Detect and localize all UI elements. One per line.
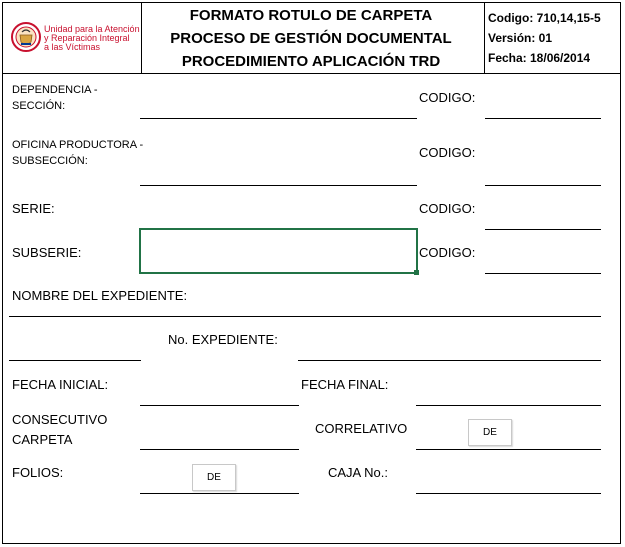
oficina-label-line-1: OFICINA PRODUCTORA - bbox=[12, 139, 144, 151]
codigo-field-1[interactable] bbox=[485, 118, 601, 119]
no-expediente-label: No. EXPEDIENTE: bbox=[168, 332, 278, 347]
dependencia-label-line-2: SECCIÓN: bbox=[12, 100, 66, 112]
folios-label: FOLIOS: bbox=[12, 465, 64, 480]
nombre-expediente-field[interactable] bbox=[9, 316, 601, 317]
folios-de-box[interactable]: DE bbox=[192, 464, 236, 491]
nombre-expediente-label: NOMBRE DEL EXPEDIENTE: bbox=[12, 288, 188, 303]
serie-label: SERIE: bbox=[12, 201, 55, 216]
caja-label: CAJA No.: bbox=[328, 465, 388, 480]
fecha-inicial-field[interactable] bbox=[140, 405, 299, 406]
logo-line-1: Unidad para la Atención bbox=[44, 24, 140, 34]
fecha-final-label: FECHA FINAL: bbox=[301, 377, 389, 392]
header-bottom-border bbox=[2, 73, 621, 74]
codigo-field-4[interactable] bbox=[485, 273, 601, 274]
fill-handle[interactable] bbox=[414, 270, 419, 275]
consecutivo-label bbox=[12, 410, 107, 450]
no-expediente-field[interactable] bbox=[298, 360, 601, 361]
correlativo-label: CORRELATIVO bbox=[315, 421, 408, 436]
consecutivo-field[interactable] bbox=[140, 449, 299, 450]
no-expediente-left-field[interactable] bbox=[9, 360, 141, 361]
codigo-label-2: CODIGO: bbox=[419, 145, 476, 160]
folios-field[interactable] bbox=[140, 493, 299, 494]
codigo-meta: Codigo: 710,14,15-5 bbox=[488, 11, 601, 25]
oficina-label bbox=[12, 137, 143, 169]
consecutivo-label-line-1: CONSECUTIVO bbox=[12, 412, 108, 427]
dependencia-label-line-1: DEPENDENCIA - bbox=[12, 84, 98, 96]
dependencia-label bbox=[12, 82, 98, 114]
oficina-label-line-2: SUBSECCIÓN: bbox=[12, 155, 88, 167]
fecha-final-field[interactable] bbox=[416, 405, 601, 406]
title-line-1: FORMATO ROTULO DE CARPETA bbox=[189, 7, 433, 24]
codigo-label-4: CODIGO: bbox=[419, 245, 476, 260]
header-divider-right bbox=[484, 2, 485, 73]
codigo-field-2[interactable] bbox=[485, 185, 601, 186]
fecha-meta: Fecha: 18/06/2014 bbox=[488, 51, 591, 65]
title-line-3: PROCEDIMIENTO APLICACIÓN TRD bbox=[181, 53, 441, 70]
subserie-label: SUBSERIE: bbox=[12, 245, 82, 260]
logo-text bbox=[44, 25, 140, 52]
serie-selected-cell[interactable] bbox=[139, 228, 418, 274]
consecutivo-label-line-2: CARPETA bbox=[12, 432, 73, 447]
logo-line-2: y Reparación Integral bbox=[44, 33, 130, 43]
codigo-label-3: CODIGO: bbox=[419, 201, 476, 216]
coat-of-arms-icon bbox=[10, 21, 42, 53]
logo-line-3: a las Víctimas bbox=[44, 42, 101, 52]
header-divider-left bbox=[141, 2, 142, 73]
correlativo-de-box[interactable]: DE bbox=[468, 419, 512, 446]
correlativo-field[interactable] bbox=[416, 449, 601, 450]
codigo-label-1: CODIGO: bbox=[419, 90, 476, 105]
oficina-field[interactable] bbox=[140, 185, 417, 186]
dependencia-field[interactable] bbox=[140, 118, 417, 119]
title-line-2: PROCESO DE GESTIÓN DOCUMENTAL bbox=[170, 30, 452, 47]
fecha-inicial-label: FECHA INICIAL: bbox=[12, 377, 109, 392]
version-meta: Versión: 01 bbox=[488, 31, 553, 45]
codigo-field-3[interactable] bbox=[485, 229, 601, 230]
caja-field[interactable] bbox=[416, 493, 601, 494]
